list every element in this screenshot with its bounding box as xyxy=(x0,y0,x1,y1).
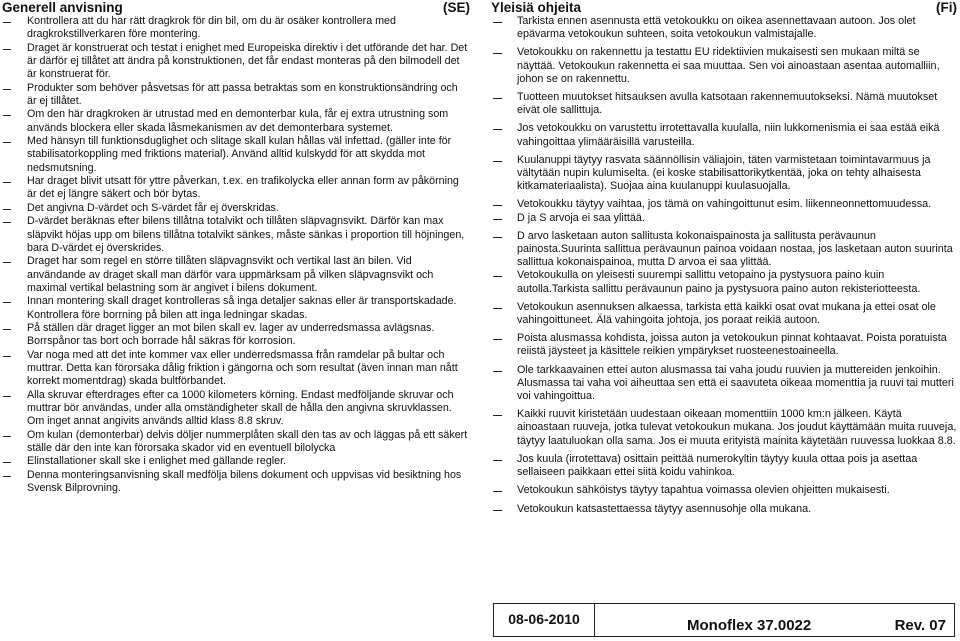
swedish-instructions xyxy=(2,15,470,495)
list-item: Ole tarkkaavainen ettei auton alusmassa tai vaha joudu ruuvien ja muttereiden jenkoihin. Alusmassa tai vaha voi aiheuttaa sen että ei saavuteta oikeaa momenttia ja ruuvi tai mutteri voi vahingoittua. xyxy=(491,364,957,404)
list-item: Draget har som regel en större tillåten släpvagnsvikt och vertikal last än bilen. Vid användande av draget skall man därför vara uppmärksam på vilken släpvagnsvikt och maximal vertikal belastning som är angivet i bilens dokument. xyxy=(2,255,470,295)
footer-product-box xyxy=(595,604,954,636)
list-item: Tarkista ennen asennusta että vetokoukku on oikea asennettavaan autoon. Jos olet epävarma vetokoukun suhteen, soita vetokoukun valmistajalle. xyxy=(491,15,957,41)
list-item: Vetokoukulla on yleisesti suurempi sallittu vetopaino ja pystysuora paino kuin autolla.Tarkista sallittu perävaunun paino ja pystysuora paino auton rekisteriotteesta. xyxy=(491,269,957,295)
list-item: Kuulanuppi täytyy rasvata säännöllisin väliajoin, täten varmistetaan toimintavarmuus ja vältytään nupin kulumiselta. (ei koske stabilisattorikytkentää, joka on tehty alhaisesta kitkamateriaalista). Suojaa aina kuulanuppi kuulasuojalla. xyxy=(491,154,957,194)
list-item: Vetokoukku on rakennettu ja testattu EU ridektiivien mukaisesti sen mukaan miltä se näyttää. Vetokoukun rakennetta ei saa muuttaa. Sen voi ainoastaan asentaa automalliin, johon se on rakennettu. xyxy=(491,46,957,86)
list-item: Var noga med att det inte kommer vax eller underredsmassa från ramdelar på bultar och muttrar. Detta kan förorsaka dålig friktion i gängorna och som resultat (även innan man nått korrekt momentdrag) skada bultförbandet. xyxy=(2,349,470,389)
list-item: Kaikki ruuvit kiristetään uudestaan oikeaan momenttiin 1000 km:n jälkeen. Käytä ainoastaan ruuveja, jotka tulevat vetokoukun mukana. Jos joudut käyttämään muita ruuveja, täytyy laatuluokan olla sama. Jos ei muuta erityistä mainita käytetään ruuvessa luokkaa 8.8. xyxy=(491,408,957,448)
list-item: Tuotteen muutokset hitsauksen avulla katsotaan rakennemuutokseksi. Nämä muutokset eivät ole sallittuja. xyxy=(491,91,957,117)
list-item: Om kulan (demonterbar) delvis döljer nummerplåten skall den tas av och läggas på ett säkert ställe där den inte kan förorsaka skador vid en eventuell bilolycka xyxy=(2,429,470,456)
list-item: Vetokoukun katsastettaessa täytyy asennusohje olla mukana. xyxy=(491,503,957,516)
swedish-title: Generell anvisning xyxy=(2,0,123,15)
list-item: Vetokoukun sähköistys täytyy tapahtua voimassa olevien ohjeitten mukaisesti. xyxy=(491,484,957,497)
list-item: Om den här dragkroken är utrustad med en demonterbar kula, får ej extra utrustning som används blockera eller skada låsmekanismen av det demonterbara systemet. xyxy=(2,108,470,135)
list-item: Kontrollera att du har rätt dragkrok för din bil, om du är osäker kontrollera med dragkrokstillverkaren före montering. xyxy=(2,15,470,42)
finnish-lang: (Fi) xyxy=(936,0,957,15)
list-item: D arvo lasketaan auton sallitusta kokonaispainosta ja sallitusta perävaunun painosta.Suurinta sallittua perävaunun painoa voidaan nostaa, jos lasketaan auton suurinta sallittua kokonaispainoa, mutta D arvoa ei saa ylittää. xyxy=(491,230,957,270)
list-item: D-värdet beräknas efter bilens tillåtna totalvikt och tillåten släpvagnsvikt. Därför kan max släpvikt höjas upp om bilens tillåtna totalvikt sänkes, måste sänkas i proportion till höjningen, bara D-värdet ej överskrides. xyxy=(2,215,470,255)
list-item: Alla skruvar efterdrages efter ca 1000 kilometers körning. Endast medföljande skruvar och muttrar bör användas, under alla omständigheter skall de hålla den angivna skruvklassen. Om inget annat angivits används alltid klass 8.8 skruv. xyxy=(2,389,470,429)
list-item: Elinstallationer skall ske i enlighet med gällande regler. xyxy=(2,455,470,468)
swedish-header xyxy=(2,0,470,15)
list-item: Innan montering skall draget kontrolleras så inga detaljer saknas eller är transportskadade. Kontrollera före borrning på bilen att inga ledningar skadas. xyxy=(2,295,470,322)
list-item: Det angivna D-värdet och S-värdet får ej överskridas. xyxy=(2,202,470,215)
finnish-header xyxy=(491,0,957,15)
list-item: Vetokoukun asennuksen alkaessa, tarkista että kaikki osat ovat mukana ja ettei osat ole vahingoittuneet. Älä vahingoita johtoja, jos poraat reikiä autoon. xyxy=(491,301,957,327)
list-item: Vetokoukku täytyy vaihtaa, jos tämä on vahingoittunut esim. liikenneonnettomuudessa. xyxy=(491,198,957,211)
finnish-column xyxy=(491,0,957,516)
list-item: Med hänsyn till funktionsduglighet och slitage skall kulan hållas väl infettad. (gäller inte för stabilisatorkoppling med friktions material). Använd alltid kulskydd för att skydda mot nedsmutsning. xyxy=(2,135,470,175)
product-name: Monoflex 37.0022 xyxy=(687,617,812,634)
list-item: Poista alusmassa kohdista, joissa auton ja vetokoukun pinnat kohtaavat. Poista poratuista reiistä jäysteet ja käsittele reikien ympärykset ruosteenestoaineella. xyxy=(491,332,957,358)
finnish-instructions xyxy=(491,15,957,516)
swedish-column xyxy=(2,0,470,495)
list-item: Jos kuula (irrotettava) osittain peittää numerokyltin täytyy kuula ottaa pois ja asettaa sellaiseen paikkaan ettei siitä koidu vahinkoa. xyxy=(491,453,957,479)
document-footer xyxy=(493,603,955,637)
list-item: På ställen där draget ligger an mot bilen skall ev. lager av underredsmassa avlägsnas. Borrspånor tas bort och borrade hål säkras för korrosion. xyxy=(2,322,470,349)
finnish-title: Yleisiä ohjeita xyxy=(491,0,582,15)
swedish-lang: (SE) xyxy=(443,0,470,15)
list-item: Har draget blivit utsatt för yttre påverkan, t.ex. en trafikolycka eller annan form av påkörning är det ej längre säkert och bör bytas. xyxy=(2,175,470,202)
footer-date: 08-06-2010 xyxy=(494,604,595,636)
list-item: Draget är konstruerat och testat i enighet med Europeiska direktiv i det utförande det har. Det är därför ej tillåtet att ändra på konstruktionen, det får endast monteras på den bilmodell det är konstruerat för. xyxy=(2,42,470,82)
list-item: D ja S arvoja ei saa ylittää. xyxy=(491,212,957,225)
list-item: Produkter som behöver påsvetsas för att passa betraktas som en konstruktionsändring och är ej tillåtet. xyxy=(2,82,470,109)
revision: Rev. 07 xyxy=(894,617,946,634)
list-item: Jos vetokoukku on varustettu irrotettavalla kuulalla, niin lukkomenismia ei saa estää eikä vahingoittaa ylimääräisillä varusteilla. xyxy=(491,122,957,148)
list-item: Denna monteringsanvisning skall medfölja bilens dokument och uppvisas vid besiktning hos Svensk Bilprovning. xyxy=(2,469,470,496)
